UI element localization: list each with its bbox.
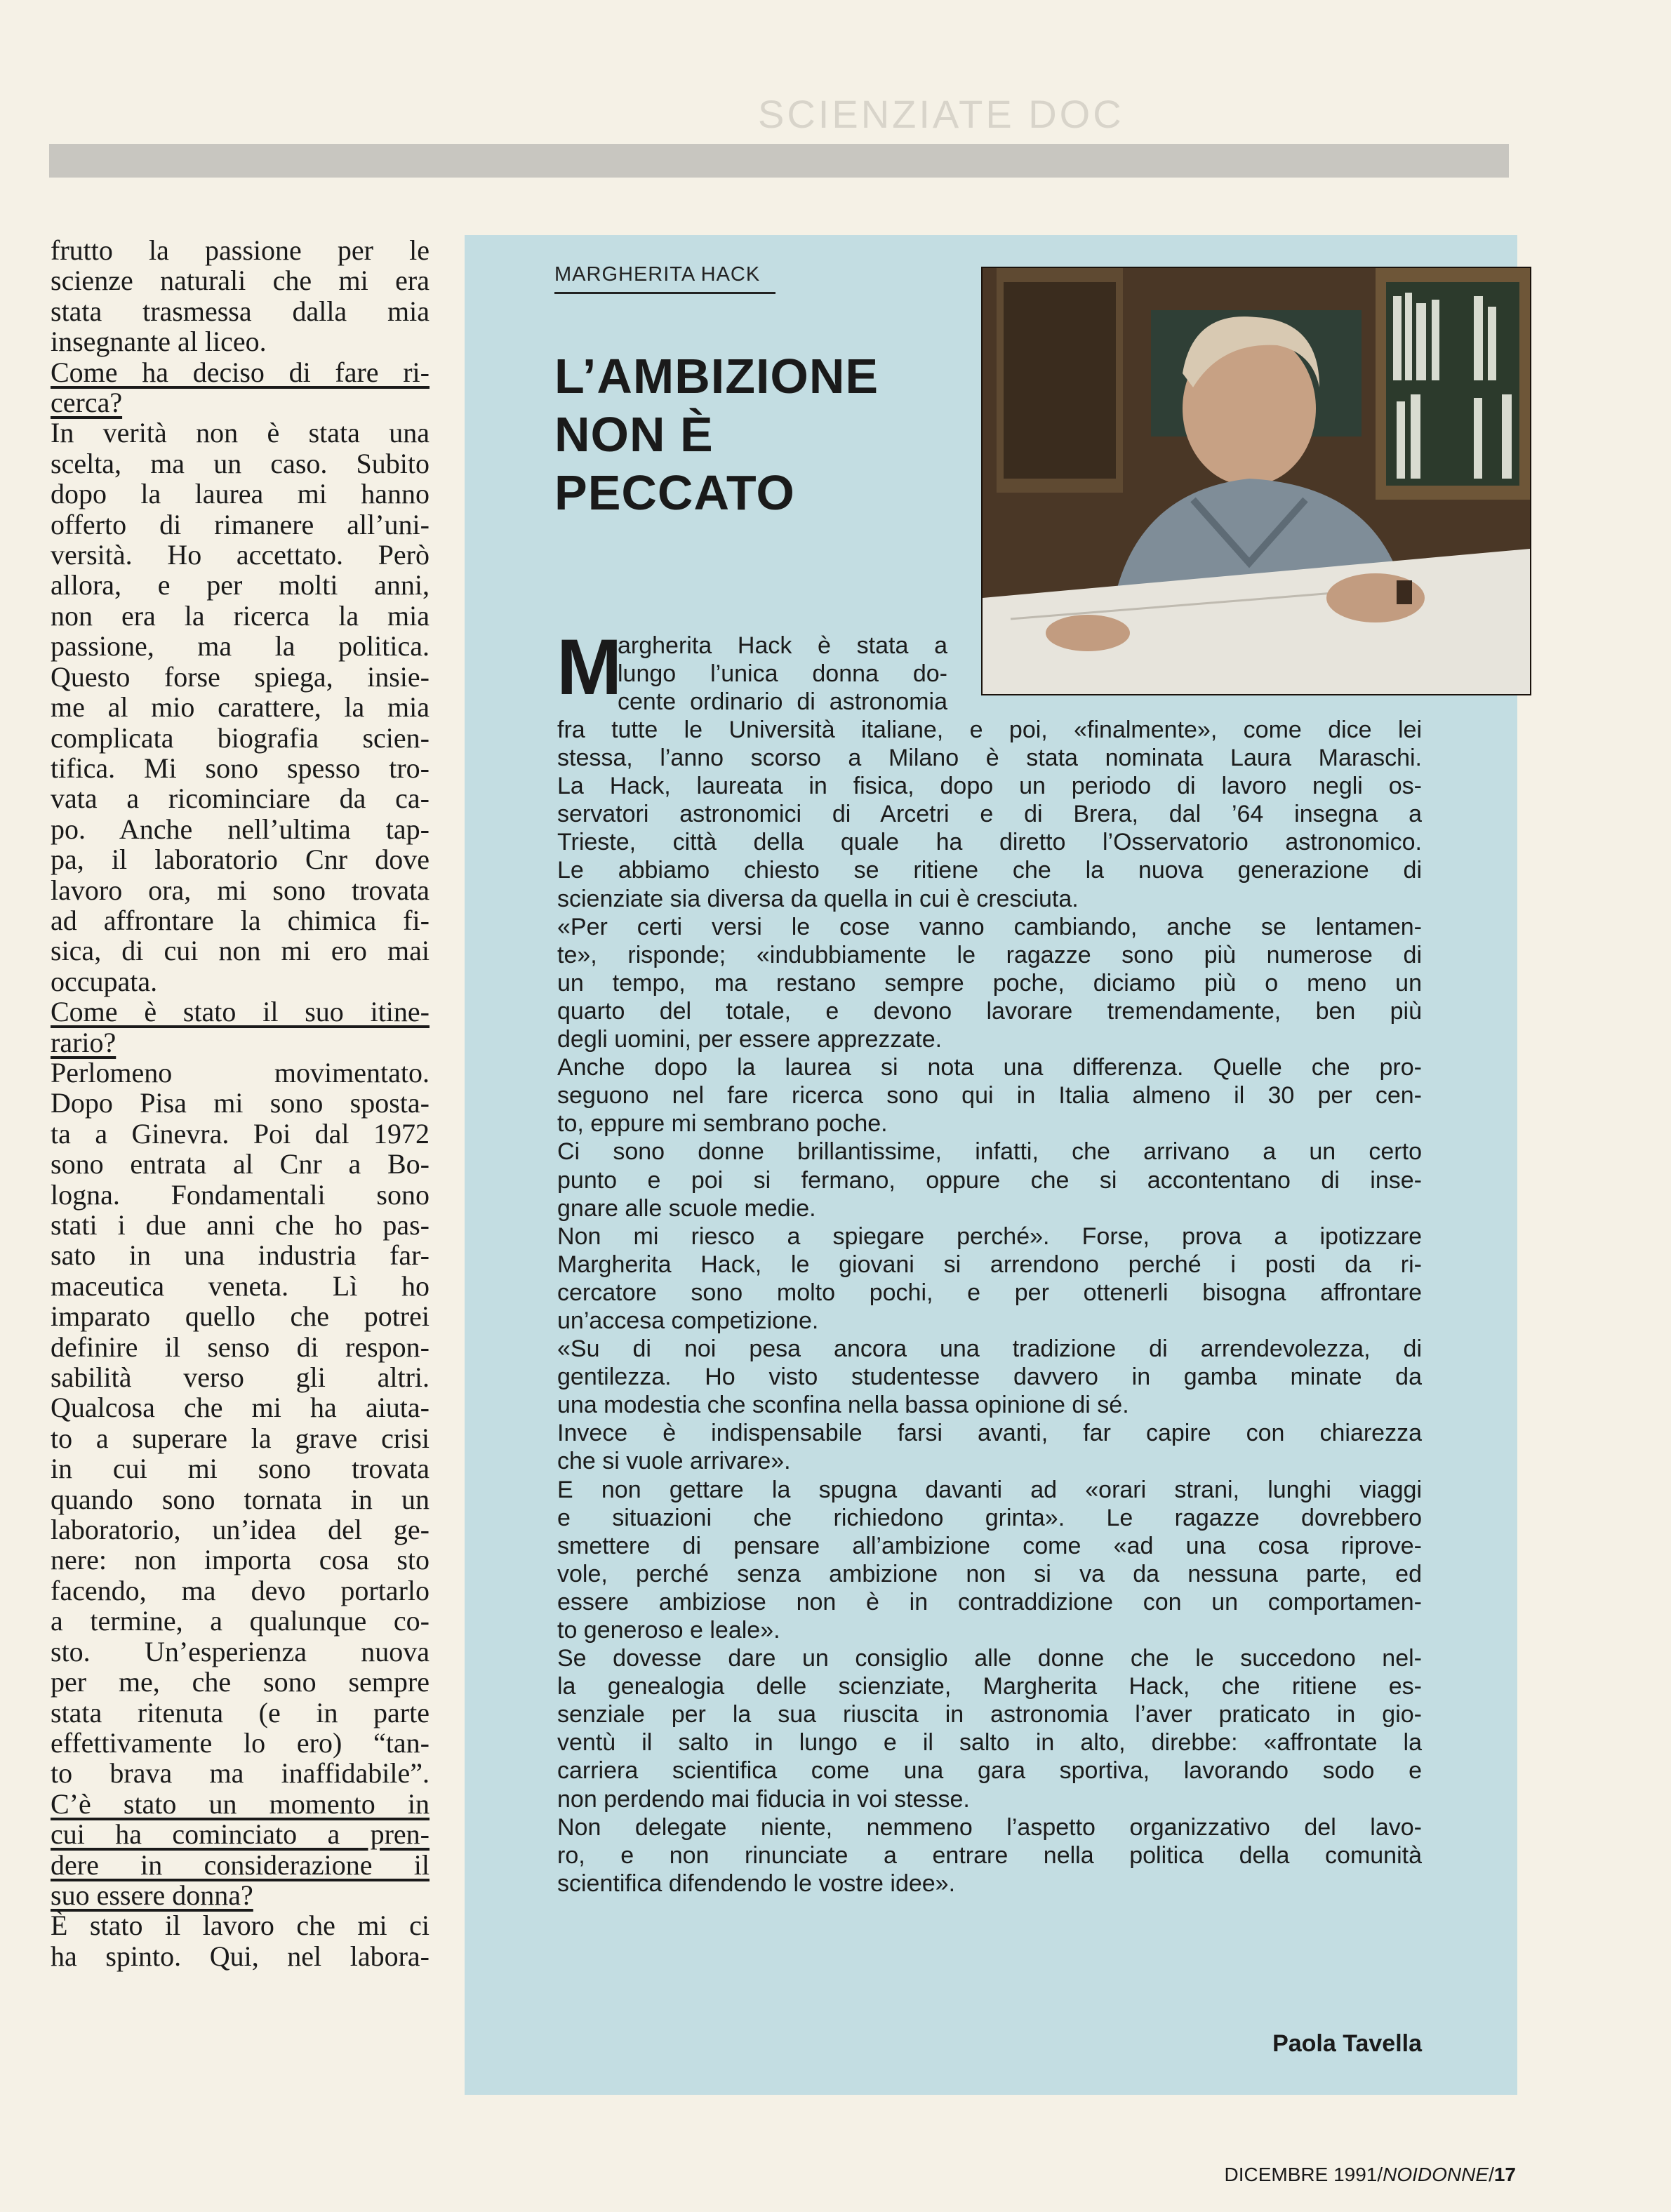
interview-answer-line: quando sono tornata in un (51, 1483, 430, 1515)
interview-answer-line: In verità non è stata una (51, 417, 430, 449)
interview-answer-line: Qualcosa che mi ha aiuta- (51, 1392, 430, 1424)
body-line: smettere di pensare all’ambizione come «ad una cosa riprove- (557, 1532, 1422, 1559)
interview-answer-line: tifica. Mi sono spesso tro- (51, 752, 430, 784)
body-line: che si vuole arrivare». (557, 1448, 791, 1475)
interview-question-line: Come è stato il suo itine- (51, 996, 430, 1028)
interview-answer-line: Perlomeno movimentato. (51, 1056, 430, 1088)
interview-answer-line: effettivamente lo ero) “tan- (51, 1726, 430, 1759)
magazine-name: NOIDONNE (1383, 2164, 1489, 2185)
body-line: Anche dopo la laurea si nota una differenza. Quelle che pro- (557, 1054, 1422, 1081)
interview-answer-line: vata a ricominciare da ca- (51, 782, 430, 815)
interview-answer-line: stata trasmessa dalla mia (51, 295, 430, 327)
interview-answer-line: lavoro ora, mi sono trovata (51, 874, 430, 906)
body-line: gentilezza. Ho visto studentesse davvero in gamba minate da (557, 1364, 1422, 1391)
interview-question-line: cui ha cominciato a pren- (51, 1818, 430, 1851)
body-line: Non mi riesco a spiegare perché». Forse, prova a ipotizzare (557, 1222, 1422, 1250)
body-line: carriera scientifica come una gara sportiva, lavorando sodo e (557, 1757, 1422, 1785)
body-line: to generoso e leale». (557, 1617, 780, 1644)
interview-answer-line: to brava ma inaffidabile”. (51, 1757, 430, 1790)
page-footer (1088, 2164, 1516, 2186)
interview-answer-line: sato in una industria far- (51, 1239, 430, 1272)
interview-answer-line: insegnante al liceo. (51, 326, 267, 358)
body-line: senziale per la sua riuscita in astronomia l’aver praticato in gio- (557, 1701, 1422, 1728)
interview-answer-line: complicata biografia scien- (51, 721, 430, 754)
interview-answer-line: ha spinto. Qui, nel labora- (51, 1940, 430, 1972)
body-line: seguono nel fare ricerca sono qui in Italia almeno il 30 per cen- (557, 1082, 1422, 1110)
interview-answer-line: versità. Ho accettato. Però (51, 539, 430, 571)
body-line: gnare alle scuole medie. (557, 1194, 816, 1222)
title-line: PECCATO (554, 465, 795, 520)
body-line: fra tutte le Università italiane, e poi, «finalmente», come dice lei (557, 717, 1422, 743)
body-line: quarto del totale, e devono lavorare tremendamente, ben più (557, 997, 1422, 1025)
body-line: servatori astronomici di Arcetri e di Brera, dal ’64 insegna a (557, 801, 1422, 828)
body-line: vole, perché senza ambizione non si va da nessuna parte, ed (557, 1560, 1422, 1587)
interview-answer-line: laboratorio, un’idea del ge- (51, 1514, 430, 1546)
body-line: e situazioni che richiedono grinta». Le ragazze dovrebbero (557, 1504, 1422, 1531)
interview-answer-line: nere: non importa cosa sto (51, 1544, 430, 1576)
interview-answer-line: occupata. (51, 965, 158, 997)
body-line: Le abbiamo chiesto se ritiene che la nuova generazione di (557, 857, 1422, 884)
body-line: una modestia che sconfina nella bassa opinione di sé. (557, 1392, 1129, 1419)
interview-answer-line: Dopo Pisa mi sono sposta- (51, 1087, 430, 1119)
title-line: NON È (554, 407, 714, 462)
interview-answer-line: facendo, ma devo portarlo (51, 1574, 430, 1606)
interview-question-line: dere in considerazione il (51, 1848, 430, 1881)
body-line: cercatore sono molto pochi, e per ottenerli bisogna affrontare (557, 1279, 1422, 1306)
interview-answer-line: maceutica veneta. Lì ho (51, 1270, 430, 1302)
interview-answer-line: stati i due anni che ho pas- (51, 1209, 430, 1241)
interview-answer-line: imparato quello che potrei (51, 1300, 430, 1333)
body-line: La Hack, laureata in fisica, dopo un periodo di lavoro negli os- (557, 773, 1422, 800)
body-line: essere ambiziose non è in contraddizione con un comportamen- (557, 1588, 1422, 1615)
interview-question-line: C’è stato un momento in (51, 1787, 430, 1820)
body-line: argherita Hack è stata a (618, 632, 947, 659)
header-bar (49, 144, 1509, 178)
interview-answer-line: Questo forse spiega, insie- (51, 660, 430, 693)
body-line: scienziate sia diversa da quella in cui è cresciuta. (557, 885, 1079, 912)
interview-answer-line: frutto la passione per le (51, 234, 430, 266)
body-line: Trieste, città della quale ha diretto l’Osservatorio astronomico. (557, 829, 1422, 856)
interview-answer-line: ta a Ginevra. Poi dal 1972 (51, 1117, 430, 1150)
body-line: Non delegate niente, nemmeno l’aspetto organizzativo del lavo- (557, 1813, 1422, 1841)
body-line: to, eppure mi sembrano poche. (557, 1110, 888, 1138)
interview-answer-line: per me, che sono sempre (51, 1666, 430, 1698)
drop-cap: M (557, 623, 623, 711)
article-body (557, 716, 1422, 1898)
interview-question-line: rario? (51, 1026, 116, 1058)
portrait-illustration (983, 268, 1530, 694)
interview-answer-line: passione, ma la politica. (51, 630, 430, 662)
body-line: un’accesa competizione. (557, 1307, 819, 1334)
interview-question-line: suo essere donna? (51, 1879, 253, 1911)
interview-answer-line: sabilità verso gli altri. (51, 1361, 430, 1394)
interview-answer-line: allora, e per molti anni, (51, 569, 430, 601)
left-column-interview (51, 235, 430, 1971)
body-line: ventù il salto in lungo e il salto in alto, direbbe: «affrontate la (557, 1729, 1422, 1757)
body-line: Invece è indispensabile farsi avanti, far capire con chiarezza (557, 1420, 1422, 1447)
body-line: Se dovesse dare un consiglio alle donne che le succedono nel- (557, 1645, 1422, 1672)
interview-answer-line: me al mio carattere, la mia (51, 691, 430, 724)
body-line: ro, e non rinunciate a entrare nella politica della comunità (557, 1841, 1422, 1869)
interview-answer-line: dopo la laurea mi hanno (51, 478, 430, 510)
body-line: E non gettare la spugna davanti ad «orari strani, lunghi viaggi (557, 1476, 1422, 1503)
body-line: un tempo, ma restano sempre poche, diciamo più o meno un (557, 969, 1422, 997)
article-kicker: MARGHERITA HACK (554, 263, 761, 286)
body-line: non perdendo mai fiducia in voi stesse. (557, 1785, 970, 1813)
interview-answer-line: stata ritenuta (e in parte (51, 1696, 430, 1728)
kicker-underline (554, 292, 775, 294)
portrait-photo (981, 267, 1531, 695)
interview-answer-line: scelta, ma un caso. Subito (51, 447, 430, 479)
author-signature: Paola Tavella (1272, 2030, 1422, 2057)
title-line: L’AMBIZIONE (554, 349, 879, 404)
body-line: Margherita Hack, le giovani si arrendono perché i posti da ri- (557, 1251, 1422, 1278)
interview-answer-line: non era la ricerca la mia (51, 599, 430, 632)
interview-answer-line: ad affrontare la chimica fi- (51, 904, 430, 936)
body-line: «Per certi versi le cose vanno cambiando, anche se lentamen- (557, 913, 1422, 940)
article-intro-lines (618, 632, 947, 716)
interview-answer-line: offerto di rimanere all’uni- (51, 508, 430, 540)
page-number: 17 (1493, 2164, 1516, 2185)
running-header: SCIENZIATE DOC (758, 92, 1124, 136)
body-line: «Su di noi pesa ancora una tradizione di arrendevolezza, di (557, 1335, 1422, 1363)
body-line: Ci sono donne brillantissime, infatti, che arrivano a un certo (557, 1138, 1422, 1166)
interview-answer-line: in cui mi sono trovata (51, 1453, 430, 1485)
issue-date: DICEMBRE 1991/ (1224, 2164, 1383, 2185)
body-line: cente ordinario di astronomia (618, 688, 947, 716)
interview-answer-line: sica, di cui non mi ero mai (51, 935, 430, 967)
interview-answer-line: definire il senso di respon- (51, 1331, 430, 1363)
body-line: stessa, l’anno scorso a Milano è stata nominata Laura Maraschi. (557, 745, 1422, 772)
interview-answer-line: sono entrata al Cnr a Bo- (51, 1148, 430, 1180)
body-line: lungo l’unica donna do- (618, 660, 947, 688)
interview-answer-line: a termine, a qualunque co- (51, 1605, 430, 1637)
footer-slash: / (1489, 2164, 1494, 2185)
interview-answer-line: logna. Fondamentali sono (51, 1178, 430, 1211)
body-line: la genealogia delle scienziate, Margherita Hack, che ritiene es- (557, 1673, 1422, 1700)
interview-answer-line: sto. Un’esperienza nuova (51, 1635, 430, 1667)
body-line: degli uomini, per essere apprezzate. (557, 1026, 943, 1053)
article-title (554, 347, 933, 522)
interview-question-line: cerca? (51, 387, 123, 419)
body-line: te», risponde; «indubbiamente le ragazze sono più numerose di (557, 941, 1422, 968)
interview-answer-line: È stato il lavoro che mi ci (51, 1910, 430, 1942)
body-line: scientifica difendendo le vostre idee». (557, 1870, 956, 1897)
interview-answer-line: pa, il laboratorio Cnr dove (51, 844, 430, 876)
interview-answer-line: scienze naturali che mi era (51, 265, 430, 297)
body-line: punto e poi si fermano, oppure che si accontentano di inse- (557, 1166, 1422, 1194)
interview-answer-line: po. Anche nell’ultima tap- (51, 813, 430, 845)
interview-question-line: Come ha deciso di fare ri- (51, 356, 430, 388)
interview-answer-line: to a superare la grave crisi (51, 1422, 430, 1454)
